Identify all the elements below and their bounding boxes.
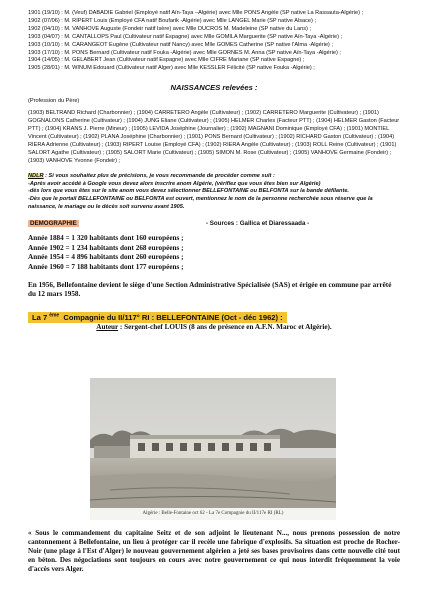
compagnie-heading (28, 307, 400, 322)
auteur-label: Auteur (96, 322, 119, 331)
barracks-photo (90, 378, 336, 520)
marriage-entry: 1901 (19/10) : M. (Veuf) DABADIE Gabriel (Employé natif Aïn-Taya –Algérie) avec Mlle PONS Angèle (SP native La Rassauta-Algérie) ; (28, 10, 364, 16)
document-page (28, 10, 400, 331)
profession-note: (Profession du Père) (28, 98, 80, 105)
ndlr-note (28, 173, 400, 213)
compagnie-pre: La 7 (32, 312, 48, 322)
demographie-heading: DEMOGRAPHIE (30, 220, 77, 228)
compagnie-sup: ème (49, 312, 60, 319)
births-list: (1903) BELTRAND Richard (Charbonnier) ; (1904) CARRETERO Angèle (Cultivateur) ; (1902) CARRETERO Marguerite (Cultivateur) ; (1901) GOGNALONS Catherine (Cultivateur) ; (1904) JUNG Eliane (Cultivateur) ; (1905) HELMER Charles (Facteur PTT) ; (1904) HELMER Gaston (Facteur PTT) ; (1904) KRANS J. Pierre (Mineur) ; (1905) LEVIDA Joséphine (Journalier) ; (1902) MAGNANI Dominique (Employé CFA) ; (1901) MONTIEL Vincent (Cultivateur) ; (1902) PLANA Joséphine (Charbonnier) ; (1901) PONS Bernard (Cultivateur) ; (1902) RICHARD Gaston (Cultivateur) ; (1904) RIERA Adrienne (Cultivateur) ; (1903) RIPERT Louise (Employé CFA) ; (1902) RIERA Angèle (Cultivateur) ; (1903) ROLL Reine (Cultivateur) ; (1901) SALORT Agathe (Cultivateur) ; (1905) SALORT Marie (Cultivateur) ; (1905) SIMON M. Rose (Cultivateur) ; (1905) VANHOVE Germaine (Fondeir) ; (1903) VANHOVE Yvonne (Fondeir) ; (28, 110, 400, 164)
photo-caption: Algérie : Belle-Fontaine oct 62 - La 7e Compagnie du II/117e RI (RL) (90, 508, 336, 520)
marriage-entry: 1903 (17/10) : M. PONS Bernard (Cultivateur natif Fouka -Algérie) avec Mlle GORNES M. Anna (SP native Aïn-Taya -Algérie) ; (28, 49, 341, 56)
sas-paragraph: En 1956, Bellefontaine devient le siège d'une Section Administrative Spécialisée (SAS) et érigée en commune par arrêté du 12 mars 1958. (28, 280, 392, 298)
auteur-text: : Sergent-chef LOUIS (8 ans de présence en A.F.N. Maroc et Algérie). (118, 322, 332, 331)
marriage-list (28, 10, 400, 73)
marriage-entry: 1903 (10/10) : M. CARANGEOT Eugène (Cultivateur natif Nancy) avec Mlle GOMES Catherine (SP native l'Alma -Algérie) ; (28, 41, 333, 48)
barracks-photo-image (90, 378, 336, 520)
ndlr-line: -dès lors que vous êtes sur le site anom vous devez sélectionner BELLEFONTAINE ou BELFONTA sur la bande défilante. (28, 188, 349, 195)
ndlr-line: naissance, le mariage ou le décès soit survenu avant 1905. (28, 204, 185, 211)
ndlr-line: -Dès que le portail BELLEFONTAINE ou BELFONTA est ouvert, mentionnez le nom de la personne recherchée sous réserve que la (28, 196, 373, 203)
ndlr-tag: NDLR (28, 172, 44, 179)
marriage-entry: 1902 (04/10) : M. VANHOVE Auguste (Fondeir natif Isère) avec Mlle DUCROS M. Madeleine (SP native du Lans) ; (28, 25, 312, 32)
marriage-entry: 1903 (04/07) : M. CANTALLOPS Paul (Cultivateur natif Espagne) avec Mlle GOMILA Marguerite (SP native Aïn-Taya -Algérie) ; (28, 33, 343, 40)
demographie-sources: - Sources : Gallica et Diaressaada - (206, 220, 310, 228)
ndlr-line: -Après avoir accédé à Google vous devez alors inscrire anom Algérie, (vérifiez que vous êtes bien sur Algérie) (28, 180, 321, 187)
narrative-paragraph: « Sous le commandement du capitaine Seitz et de son adjoint le lieutenant N..., nous prenons possession de notre cantonnement à Bellefontaine, un lieu à protéger car il recèle une fabrique d'explosifs. Sa situation est proche de Rocher-Noir (une plage à l'Est d'Alger) le nouveau gouvernement algérien a jeté ses bases provisoires dans cette nouvelle cité tout en béton. Des négociations sont toujours en cours avec notre gouvernement ce qui nous interdit fréquemment la voie d'accès vers Alger. (28, 529, 400, 573)
auteur-line (28, 323, 400, 331)
naissances-heading: NAISSANCES relevées : (170, 83, 258, 93)
population-list (28, 234, 400, 272)
population-entry: Année 1902 = 1 234 habitants dont 268 européens ; (28, 243, 184, 252)
marriage-entry: 1902 (07/06) : M. RIPERT Louis (Employé CFA natif Boufarik -Algérie) avec Mlle LANGEL Marie (SP native Alsace) ; (28, 17, 316, 24)
compagnie-post: Compagnie du II/117° RI : BELLEFONTAINE (Oct - déc 1962) : (61, 312, 283, 322)
marriage-entry: 1904 (14/05) : M. GELABERT Jean (Cultivateur natif Espagne) avec Mlle CIFRE Mariane (SP native Espagne) ; (28, 57, 305, 64)
population-entry: Année 1884 = 1 320 habitants dont 160 européens ; (28, 234, 184, 243)
ndlr-line: : Si vous souhaitez plus de précisions, je vous recommande de procéder comme suit : (43, 172, 275, 179)
demographie-row (28, 220, 400, 229)
population-entry: Année 1960 = 7 188 habitants dont 177 européens ; (28, 262, 184, 271)
marriage-entry: 1905 (28/01) : M. WINUM Edouard (Cultivateur natif Alger) avec Mlle KESSLER Félicité (SP native Fouka -Algérie) ; (28, 65, 315, 72)
population-entry: Année 1954 = 4 896 habitants dont 260 européens ; (28, 253, 184, 262)
